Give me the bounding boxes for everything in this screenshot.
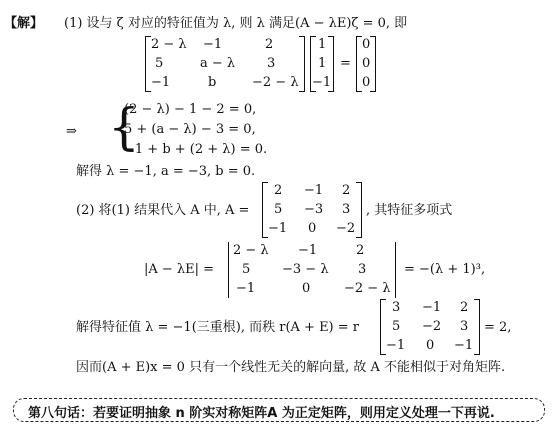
matrix-cell: −1 xyxy=(386,338,406,353)
matrix-cell: 2 xyxy=(460,300,469,315)
vector-zero xyxy=(356,36,376,92)
matrix-cell: −2 xyxy=(336,221,356,236)
matrix-cell: −1 xyxy=(298,243,318,258)
determinant-matrix xyxy=(228,242,396,298)
matrix-cell: 2 xyxy=(342,183,351,198)
rank-matrix xyxy=(380,299,480,355)
matrix-cell: −1 xyxy=(268,221,288,236)
matrix-cell: 2 − λ xyxy=(233,243,269,258)
vector-zeta xyxy=(310,36,334,92)
matrix-cell: −2 − λ xyxy=(344,281,391,296)
vector-cell: 0 xyxy=(362,37,371,52)
matrix-a xyxy=(262,182,362,238)
conclusion-text: 因而(A + E)x = 0 只有一个线性无关的解向量, 故 A 不能相似于对角矩阵. xyxy=(76,360,506,375)
matrix-cell: −1 xyxy=(203,37,223,52)
determinant-rhs: = −(λ + 1)³, xyxy=(404,262,486,277)
matrix-cell: 5 xyxy=(274,202,283,217)
part1-result: 解得 λ = −1, a = −3, b = 0. xyxy=(76,164,256,179)
matrix-cell: 3 xyxy=(358,262,367,277)
matrix-cell: 5 xyxy=(155,56,164,71)
equals-sign: = xyxy=(340,56,351,71)
rank-text: 解得特征值 λ = −1(三重根), 而秩 r(A + E) = r xyxy=(76,320,359,335)
matrix-cell: 3 xyxy=(342,202,351,217)
matrix-cell: −1 xyxy=(422,300,442,315)
matrix-cell: 5 xyxy=(392,319,401,334)
system-equation-3: −1 + b + (2 + λ) = 0. xyxy=(124,142,268,157)
matrix-cell: 5 xyxy=(242,262,251,277)
part1-intro: (1) 设与 ζ 对应的特征值为 λ, 则 λ 满足(A − λE)ζ = 0, 即 xyxy=(64,16,408,31)
vector-cell: 0 xyxy=(362,56,371,71)
vector-cell: 1 xyxy=(318,56,327,71)
matrix-cell: −2 xyxy=(422,319,442,334)
vector-cell: 1 xyxy=(318,37,327,52)
matrix-cell: 2 − λ xyxy=(151,37,187,52)
matrix-cell: −1 xyxy=(304,183,324,198)
matrix-cell: −3 xyxy=(304,202,324,217)
solution-tag: 【解】 xyxy=(4,16,44,31)
rank-rhs: = 2, xyxy=(484,320,512,335)
matrix-cell: 2 xyxy=(356,243,365,258)
determinant-lhs: |A − λE| = xyxy=(144,262,215,277)
matrix-cell: 0 xyxy=(308,221,317,236)
matrix-cell: −2 − λ xyxy=(252,75,299,90)
matrix-cell: −1 xyxy=(454,338,474,353)
matrix-cell: 3 xyxy=(267,56,276,71)
system-equation-1: (2 − λ) − 1 − 2 = 0, xyxy=(124,102,257,117)
matrix-cell: 3 xyxy=(460,319,469,334)
matrix-cell: 2 xyxy=(274,183,283,198)
matrix-cell: 0 xyxy=(302,281,311,296)
matrix-cell: −1 xyxy=(151,75,171,90)
implies-arrow: ⇒ xyxy=(66,124,77,139)
matrix-a-minus-lambda-e xyxy=(145,36,305,92)
matrix-cell: 3 xyxy=(392,300,401,315)
matrix-cell: a − λ xyxy=(200,56,236,71)
left-brace-icon: { xyxy=(108,98,140,156)
part2-intro: (2) 将(1) 结果代入 A 中, A = xyxy=(76,203,250,218)
matrix-cell: −3 − λ xyxy=(282,262,329,277)
matrix-cell: −1 xyxy=(236,281,256,296)
system-equation-2: 5 + (a − λ) − 3 = 0, xyxy=(124,122,256,137)
tip-banner xyxy=(13,398,545,422)
tip-banner-text: 第八句话：若要证明抽象 n 阶实对称矩阵A 为正定矩阵，则用定义处理一下再说. xyxy=(28,406,495,421)
characteristic-polynomial-label: , 其特征多项式 xyxy=(366,203,453,218)
matrix-cell: 0 xyxy=(426,338,435,353)
vector-cell: 0 xyxy=(362,75,371,90)
vector-cell: −1 xyxy=(312,75,332,90)
matrix-cell: 2 xyxy=(265,37,274,52)
matrix-cell: b xyxy=(208,75,217,90)
